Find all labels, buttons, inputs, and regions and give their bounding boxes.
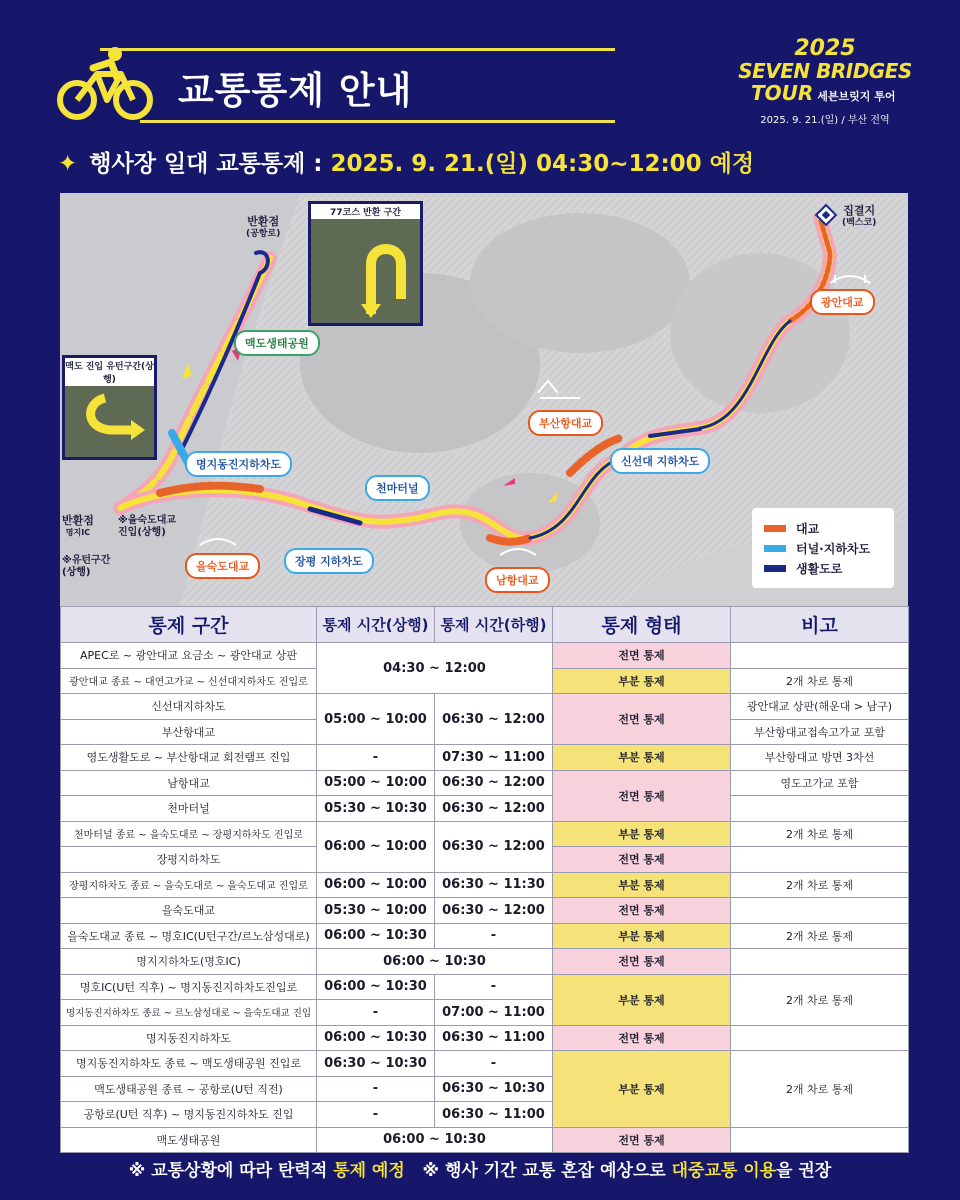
table-row [61, 1051, 909, 1077]
cell-time-up: - [317, 1102, 435, 1128]
inset2-caption: 맥도 진입 유턴구간(상행) [65, 358, 154, 386]
map-legend [752, 508, 894, 588]
footer-em1: 통제 예정 [333, 1161, 405, 1181]
footer-part2: ※ 행사 기간 교통 혼잡 예상으로 [404, 1161, 672, 1181]
cell-type: 전면 통제 [553, 898, 731, 924]
cell-section: 맥도생태공원 [61, 1127, 317, 1153]
cell-type: 부분 통제 [553, 923, 731, 949]
logo-line2 [735, 82, 915, 108]
cell-note: 2개 차로 통제 [731, 974, 909, 1025]
legend-swatch [764, 525, 786, 532]
cell-note [731, 1025, 909, 1051]
cell-section: 공항로(U턴 직후) ~ 명지동진지하차도 진입 [61, 1102, 317, 1128]
cell-type: 부분 통제 [553, 668, 731, 694]
cell-type: 전면 통제 [553, 1025, 731, 1051]
cell-note [731, 1127, 909, 1153]
cell-type: 전면 통제 [553, 1127, 731, 1153]
cell-note [731, 796, 909, 822]
cell-time-up: 06:00 ~ 10:30 [317, 1025, 435, 1051]
cell-note: 영도고가교 포함 [731, 770, 909, 796]
cell-time-down: - [435, 974, 553, 1000]
cell-time-up: 06:30 ~ 10:30 [317, 1051, 435, 1077]
cell-note: 2개 차로 통제 [731, 1051, 909, 1128]
cell-time-down: - [435, 1051, 553, 1077]
uturn-point-gonghang [246, 216, 280, 240]
cell-section: 명지동진지하차도 [61, 1025, 317, 1051]
footer-em2: 대중교통 이용 [671, 1161, 777, 1181]
cell-section: 맥도생태공원 종료 ~ 공항로(U턴 직전) [61, 1076, 317, 1102]
legend-swatch [764, 565, 786, 572]
assembly-label: 집결지 [843, 204, 876, 217]
cell-time-down: 06:30 ~ 10:30 [435, 1076, 553, 1102]
cell-note: 2개 차로 통제 [731, 872, 909, 898]
legend-label: 생활도로 [796, 561, 843, 576]
table-row [61, 1025, 909, 1051]
cell-time-up: - [317, 1000, 435, 1026]
col-header: 비고 [731, 607, 909, 643]
assembly-point [842, 205, 876, 229]
cell-section: 신선대지하차도 [61, 694, 317, 720]
cell-time-down: - [435, 923, 553, 949]
col-header: 통제 시간(상행) [317, 607, 435, 643]
subtitle [58, 145, 754, 178]
table-row [61, 643, 909, 669]
legend-item [764, 558, 882, 578]
inset-maekdo-uturn [62, 355, 157, 460]
cell-time-down: 06:30 ~ 11:00 [435, 1102, 553, 1128]
uturn2-label: 반환점 [62, 514, 94, 527]
cell-time-up: 05:30 ~ 10:00 [317, 898, 435, 924]
cell-time-down: 06:30 ~ 11:30 [435, 872, 553, 898]
table-row [61, 770, 909, 796]
header-line-top [100, 48, 615, 51]
tag-namhang-bridge: 남항대교 [485, 567, 550, 593]
cell-time-up: - [317, 1076, 435, 1102]
cell-section: 영도생활도로 ~ 부산항대교 회전램프 진입 [61, 745, 317, 771]
control-table [60, 606, 909, 1153]
cell-time-up: - [317, 745, 435, 771]
cell-time-up: 05:00 ~ 10:00 [317, 770, 435, 796]
cell-section: 명지동진지하차도 종료 ~ 르노삼성대로 ~ 을숙도대교 진입 [61, 1000, 317, 1026]
cell-time-down: 07:00 ~ 11:00 [435, 1000, 553, 1026]
header-line-bottom [140, 120, 615, 123]
footer-part3: 을 권장 [776, 1161, 832, 1181]
logo-year: 2025 [794, 36, 856, 61]
tag-gwangan-bridge: 광안대교 [810, 289, 875, 315]
table-row [61, 898, 909, 924]
tag-jangpyeong-underpass: 장평 지하차도 [284, 548, 374, 574]
tag-myeongji-underpass: 명지동진지하차도 [185, 451, 292, 477]
cell-time-up: 06:00 ~ 10:00 [317, 821, 435, 872]
event-logo [735, 38, 915, 126]
subtitle-prefix: 행사장 일대 교통통제 : [89, 151, 331, 177]
cell-note: 부산항대교접속고가교 포함 [731, 719, 909, 745]
cell-type: 부분 통제 [553, 821, 731, 847]
cell-note: 2개 차로 통제 [731, 923, 909, 949]
cell-time-down: 07:30 ~ 11:00 [435, 745, 553, 771]
cell-type: 전면 통제 [553, 847, 731, 873]
legend-label: 대교 [796, 521, 820, 536]
inset-77-course [308, 201, 423, 326]
cell-type: 전면 통제 [553, 949, 731, 975]
cell-section: APEC로 ~ 광안대교 요금소 ~ 광안대교 상판 [61, 643, 317, 669]
table-row [61, 974, 909, 1000]
cell-type: 부분 통제 [553, 1051, 731, 1128]
logo-line1: SEVEN BRIDGES [738, 59, 912, 83]
table-row [61, 949, 909, 975]
cell-time-up: 05:00 ~ 10:00 [317, 694, 435, 745]
cell-type: 부분 통제 [553, 745, 731, 771]
cell-section: 천마터널 종료 ~ 을숙도대로 ~ 장평지하차도 진입로 [61, 821, 317, 847]
cell-section: 광안대교 종료 ~ 대연고가교 ~ 신선대지하차도 진입로 [61, 668, 317, 694]
table-row [61, 923, 909, 949]
tag-cheonma-tunnel: 천마터널 [365, 475, 430, 501]
assembly-sub: (벡스코) [842, 218, 877, 228]
sparkle-icon: ✦ [58, 151, 78, 177]
cell-section: 부산항대교 [61, 719, 317, 745]
logo-tour: TOUR [751, 81, 814, 105]
legend-item [764, 538, 882, 558]
legend-label: 터널·지하차도 [796, 541, 871, 556]
cell-note [731, 847, 909, 873]
tag-busanhang-bridge: 부산항대교 [528, 410, 603, 436]
cell-time: 06:00 ~ 10:30 [317, 1127, 553, 1153]
tag-eulsukdo-bridge: 을숙도대교 [185, 553, 260, 579]
cell-section: 을숙도대교 종료 ~ 명호IC(U턴구간/르노삼성대로) [61, 923, 317, 949]
tag-maekdo-park: 맥도생태공원 [234, 330, 320, 356]
cell-note [731, 898, 909, 924]
cell-time: 04:30 ~ 12:00 [317, 643, 553, 694]
table-row [61, 745, 909, 771]
tag-sinseondae-underpass: 신선대 지하차도 [610, 448, 710, 474]
cell-section: 명호IC(U턴 직후) ~ 명지동진지하차도진입로 [61, 974, 317, 1000]
cell-type: 전면 통제 [553, 643, 731, 669]
cell-time-up: 05:30 ~ 10:30 [317, 796, 435, 822]
page-title: 교통통제 안내 [178, 69, 413, 112]
table-row [61, 694, 909, 720]
eulsukdo-note: ※을숙도대교 진입(상행) [118, 515, 177, 538]
cell-section: 을숙도대교 [61, 898, 317, 924]
uturn-point-myeongji [62, 515, 94, 539]
cell-time: 06:00 ~ 10:30 [317, 949, 553, 975]
legend-swatch [764, 545, 786, 552]
cell-note [731, 643, 909, 669]
col-header: 통제 구간 [61, 607, 317, 643]
table-header-row [61, 607, 909, 643]
cell-section: 장평지하차도 [61, 847, 317, 873]
cell-type: 부분 통제 [553, 974, 731, 1025]
cell-note: 광안대교 상판(해운대 > 남구) [731, 694, 909, 720]
footer-notice [0, 1156, 960, 1181]
cell-section: 장평지하차도 종료 ~ 을숙도대로 ~ 을숙도대교 진입로 [61, 872, 317, 898]
cell-type: 부분 통제 [553, 872, 731, 898]
table-row [61, 872, 909, 898]
subtitle-date: 2025. 9. 21.(일) 04:30~12:00 예정 [330, 151, 755, 177]
logo-korean: 세븐브릿지 투어 [817, 90, 896, 103]
cell-note: 부산항대교 방면 3차선 [731, 745, 909, 771]
uturn2-sub: 명지IC [65, 528, 91, 537]
uturn-arrow-icon [311, 204, 423, 326]
header [0, 0, 960, 190]
cell-time-down: 06:30 ~ 12:00 [435, 821, 553, 872]
table-row [61, 821, 909, 847]
cell-note [731, 949, 909, 975]
cell-time-up: 06:00 ~ 10:00 [317, 872, 435, 898]
cell-time-down: 06:30 ~ 12:00 [435, 796, 553, 822]
footer-part1: ※ 교통상황에 따라 탄력적 [128, 1161, 334, 1181]
route-map [60, 193, 908, 606]
table-row [61, 1127, 909, 1153]
legend-item [764, 518, 882, 538]
bicycle-icon [55, 44, 155, 124]
cell-type: 전면 통제 [553, 770, 731, 821]
cell-section: 명지지하차도(명호IC) [61, 949, 317, 975]
uturn1-sub: (공항로) [246, 229, 281, 239]
cell-time-down: 06:30 ~ 11:00 [435, 1025, 553, 1051]
inset1-caption: 77코스 반환 구간 [311, 204, 420, 219]
cell-note: 2개 차로 통제 [731, 821, 909, 847]
cell-time-down: 06:30 ~ 12:00 [435, 694, 553, 745]
cell-section: 남항대교 [61, 770, 317, 796]
table-row [61, 796, 909, 822]
cell-type: 전면 통제 [553, 694, 731, 745]
logo-date: 2025. 9. 21.(일) / 부산 전역 [760, 115, 890, 126]
uturn-note: ※유턴구간 (상행) [62, 555, 111, 578]
cell-time-up: 06:00 ~ 10:30 [317, 974, 435, 1000]
cell-section: 명지동진지하차도 종료 ~ 맥도생태공원 진입로 [61, 1051, 317, 1077]
cell-time-down: 06:30 ~ 12:00 [435, 770, 553, 796]
cell-section: 천마터널 [61, 796, 317, 822]
uturn1-label: 반환점 [247, 215, 280, 228]
col-header: 통제 시간(하행) [435, 607, 553, 643]
cell-note: 2개 차로 통제 [731, 668, 909, 694]
cell-time-down: 06:30 ~ 12:00 [435, 898, 553, 924]
col-header: 통제 형태 [553, 607, 731, 643]
cell-time-up: 06:00 ~ 10:30 [317, 923, 435, 949]
